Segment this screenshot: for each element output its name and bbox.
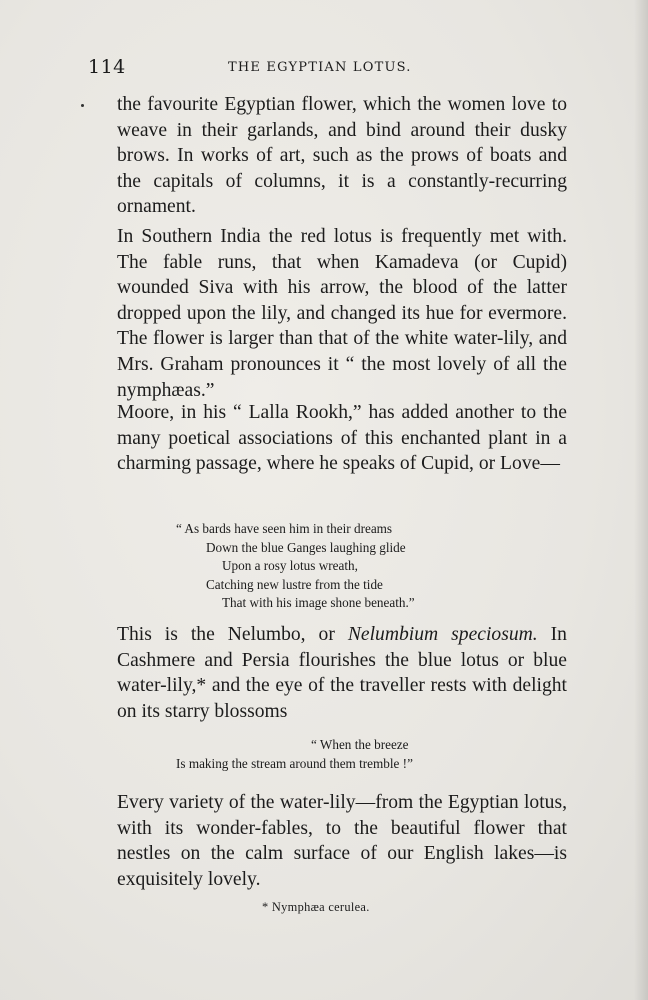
verse-line: “ When the breeze: [311, 737, 409, 752]
verse-line: Down the blue Ganges laughing glide: [206, 539, 406, 555]
paragraph-water-lily: [117, 790, 567, 892]
stray-ink-mark: [81, 104, 84, 107]
paragraph-continuation: [117, 92, 567, 220]
paragraph-nelumbo: [117, 622, 567, 724]
footnote: * Nymphæa cerulea.: [262, 900, 370, 914]
verse-line: That with his image shone beneath.”: [222, 595, 415, 611]
page-header: [88, 56, 558, 84]
paragraph-text: [117, 622, 567, 724]
paragraph-moore: [117, 400, 567, 477]
page-number: 114: [88, 56, 126, 78]
page-edge-shadow: [634, 0, 648, 1000]
verse-quote-lalla-rookh: [176, 520, 415, 613]
paragraph-text: the favourite Egyptian flower, which the women love to weave in their garlands, and bind around their dusky brows. In works of art, such as the prows of boats and the capitals of columns, it is a constantly-recurring ornament.: [117, 94, 567, 218]
text-run: This is the Nelumbo, or: [117, 624, 348, 645]
italic-species-name: Nelumbium speciosum.: [347, 624, 538, 645]
verse-line: Upon a rosy lotus wreath,: [222, 558, 358, 574]
verse-line: Is making the stream around them tremble !”: [176, 755, 413, 771]
paragraph-text: Every variety of the water-lily—from the Egyptian lotus, with its wonder-fables, to the beautiful flower that nestles on the calm surface of our English lakes—is exquisitely lovely.: [117, 792, 567, 890]
running-head: THE EGYPTIAN LOTUS.: [228, 60, 412, 75]
verse-line: “ As bards have seen him in their dreams: [176, 521, 393, 536]
paragraph-text: Moore, in his “ Lalla Rookh,” has added another to the many poetical associations of this enchanted plant in a charming passage, where he speaks of Cupid, or Love—: [117, 402, 567, 475]
paragraph-text: In Southern India the red lotus is frequently met with. The fable runs, that when Kamadeva (or Cupid) wounded Siva with his arrow, the blood of the latter dropped upon the lily, and changed its hue for evermore. The flower is larger than that of the white water-lily, and Mrs. Graham pronounces it “ the most lovely of all the nymphæas.”: [117, 226, 567, 401]
verse-quote-breeze: [176, 736, 413, 773]
verse-line: Catching new lustre from the tide: [206, 576, 383, 592]
text-run: In Cashmere and Persia flourishes the blue lotus or blue water-lily,* and the eye of the traveller rests with delight on its starry blossoms: [117, 624, 567, 722]
paragraph-red-lotus: [117, 224, 567, 403]
